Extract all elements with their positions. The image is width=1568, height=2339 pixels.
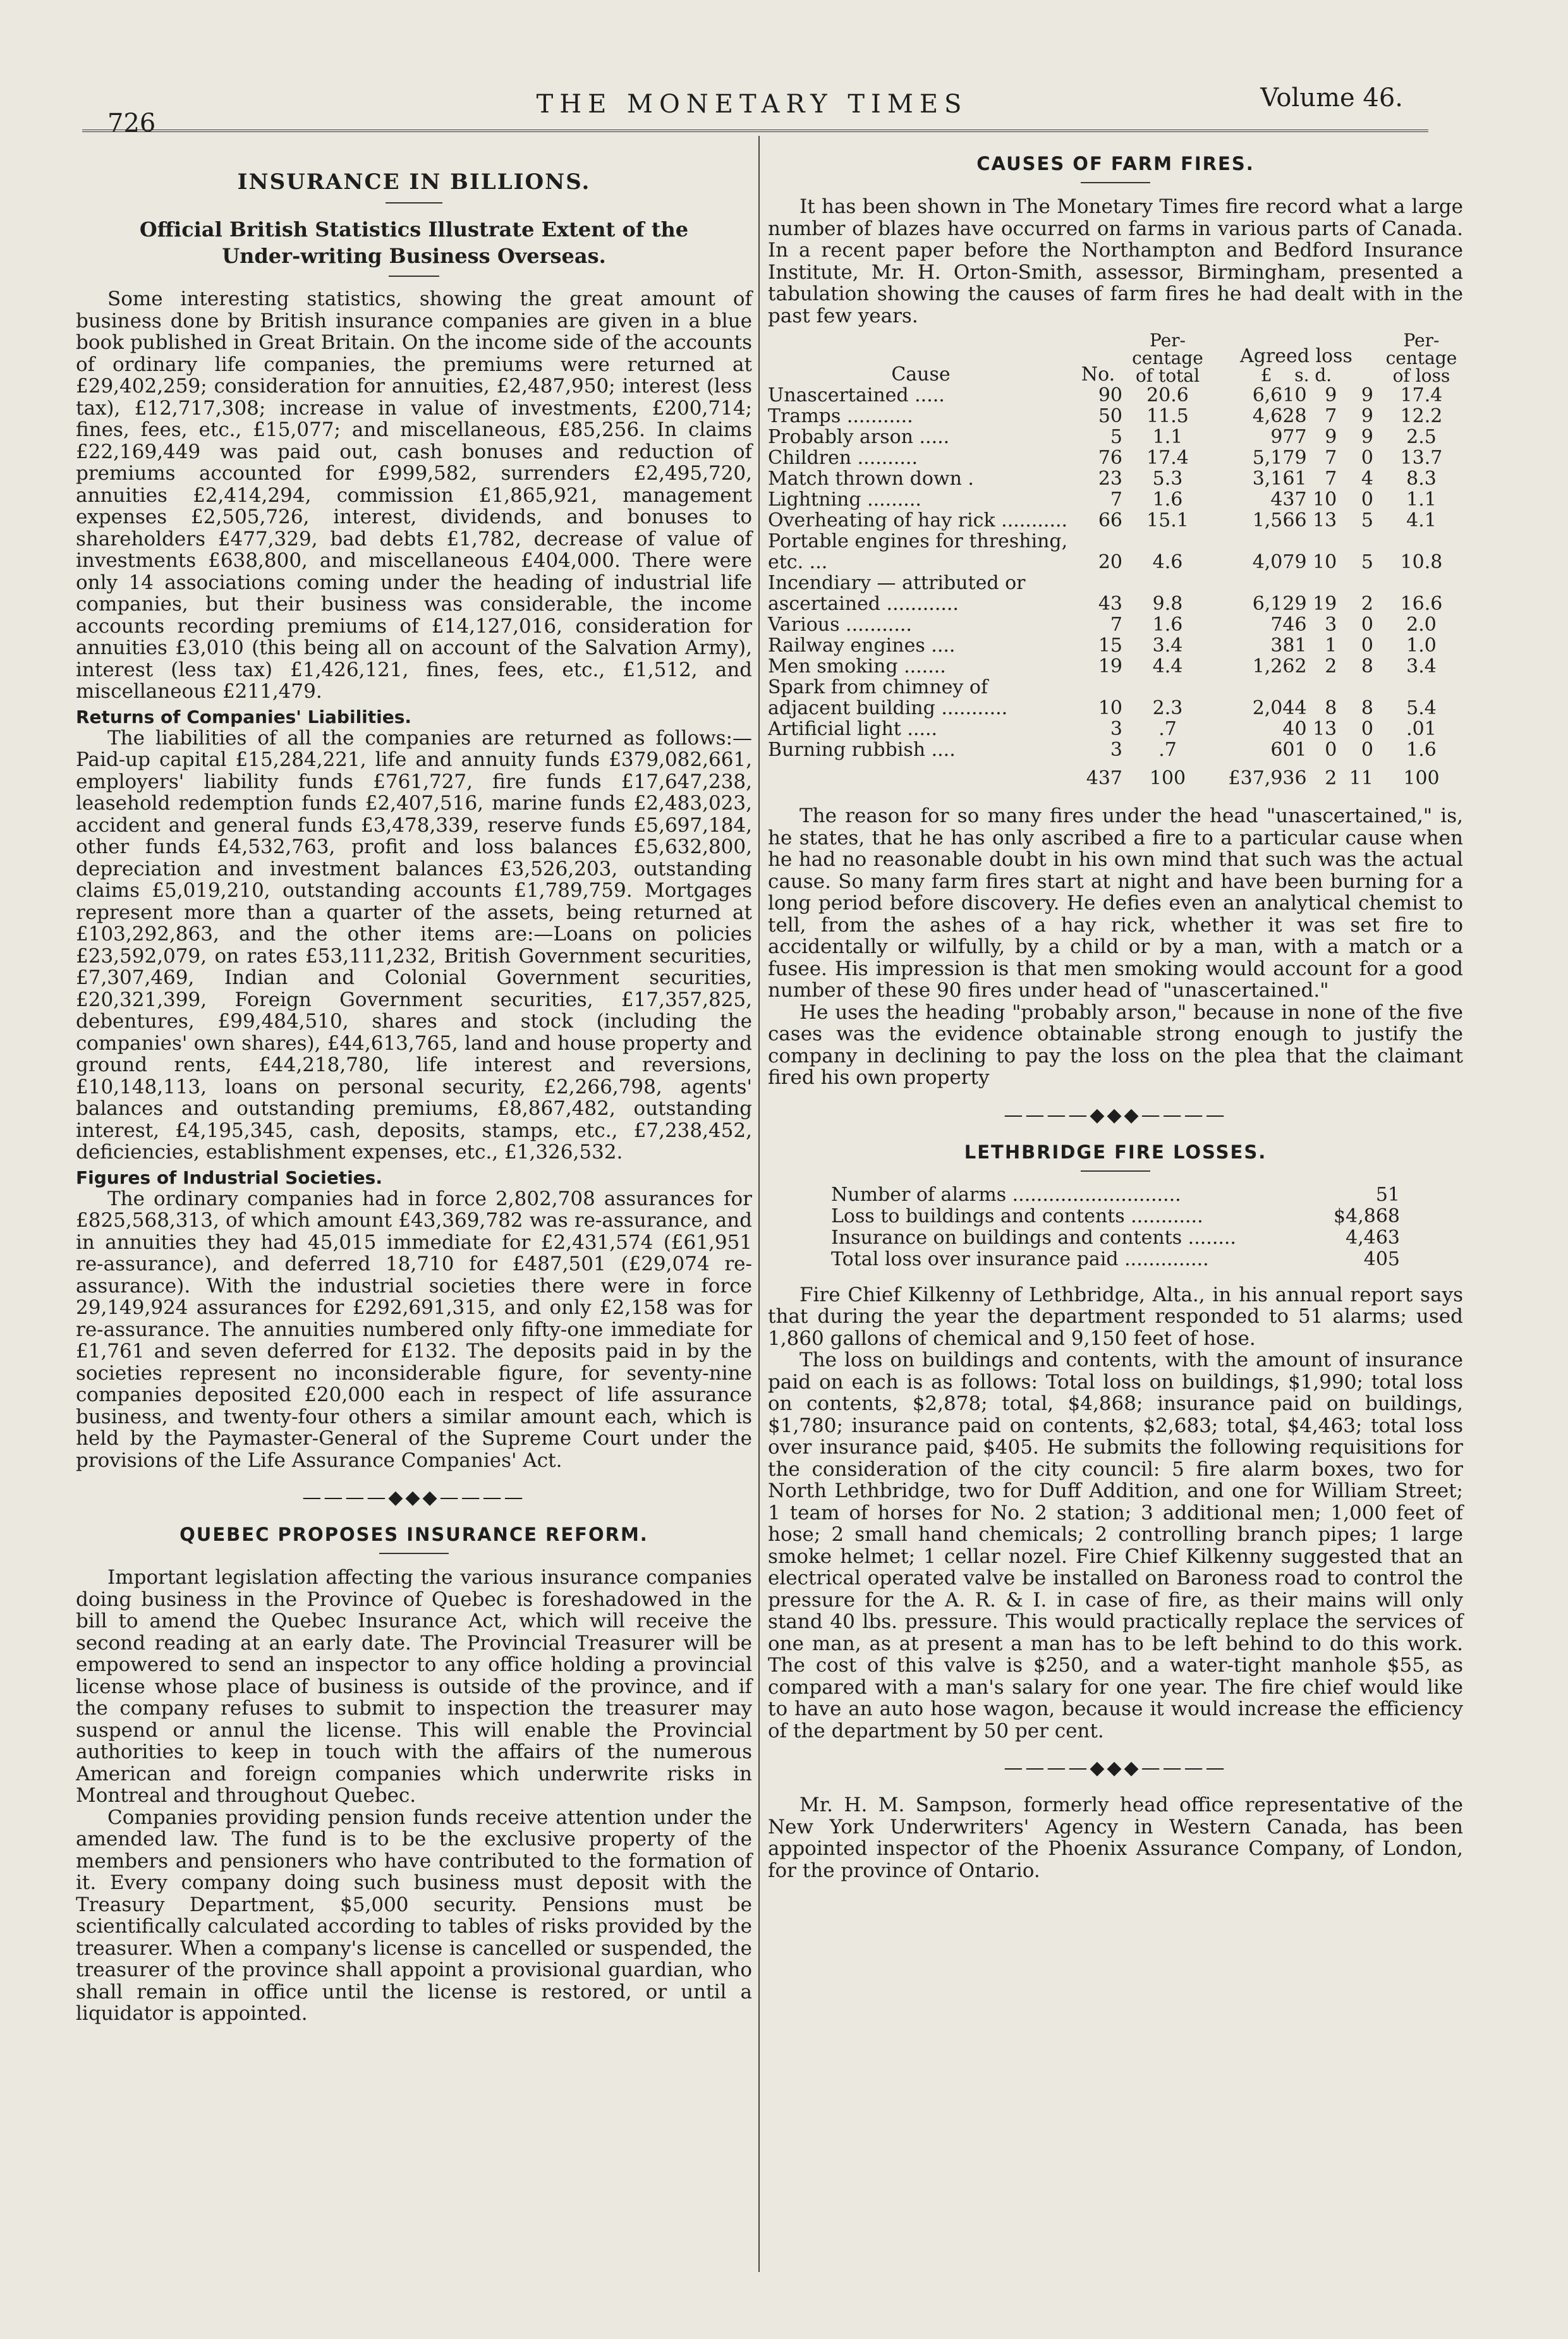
paragraph: Some interesting statistics, showing the great amount of business done by British insurance companies are given in a blue book published in Great Britain. On the income side of the accounts of ordinary life companies, the premiums were returned at £29,402,259; consideration for annuities, £2,487,950; interest (less tax), £12,717,308; increase in value of investments, £200,714; fines, fees, etc., £15,077; and miscellaneous, £85,256. In claims £22,169,449 was paid out, cash bonuses and reduction of premiums accounted for £999,582, surrenders £2,495,720, annuities £2,414,294, commission £1,865,921, management expenses £2,505,726, interest, dividends, and bonuses to shareholders £477,329, bad debts £1,782, decrease of value of investments £638,800, and miscellaneous £404,000. There were only 14 associations coming under the heading of industrial life companies, but their business was considerable, the income accounts recording premiums of £14,127,016, consideration for annuities £3,010 (this being all on account of the Salvation Army), interest (less tax) £1,426,121, fines, fees, etc., £1,512, and miscellaneous £211,479. <box>76 288 752 703</box>
total-pl: 100 <box>1403 767 1440 789</box>
cell-s: 3 <box>1325 614 1337 636</box>
cell-pl: 10.8 <box>1400 551 1443 573</box>
col-header-pct-total: Per-centage of total <box>1132 330 1203 386</box>
table-row <box>768 573 1463 614</box>
cell-pl: 2.0 <box>1406 614 1437 636</box>
cell-no: 10 <box>1098 697 1122 719</box>
article-title: CAUSES OF FARM FIRES. <box>976 153 1255 174</box>
cell-d: 0 <box>1361 718 1373 740</box>
section-heading: Figures of Industrial Societies. <box>76 1167 382 1188</box>
right-column <box>768 152 1463 1881</box>
list-item <box>831 1249 1400 1270</box>
cell-d: 9 <box>1361 384 1373 406</box>
cell-pct: 3.4 <box>1152 635 1183 657</box>
cell-cause: Portable engines for threshing, etc. ... <box>768 530 1068 573</box>
paragraph: Mr. H. M. Sampson, formerly head office representative of the New York Underwriters' Agency in Western Canada, has been appointed inspector of the Phoenix Assurance Company, of London, for the province of Ontario. <box>768 1794 1463 1882</box>
article-title: LETHBRIDGE FIRE LOSSES. <box>964 1141 1267 1163</box>
cell-d: 0 <box>1361 635 1373 657</box>
ornament-divider: ————◆◆◆———— <box>1004 1757 1227 1779</box>
paragraph: The ordinary companies had in force 2,802,708 assurances for £825,568,313, of which amount £43,369,782 was re-assurance, and in annuities they had 45,015 immediate for £2,431,574 (£61,951 re-assurance), and deferred 18,710 for £487,501 (£29,074 re-assurance). With the industrial societies there were in force 29,149,924 assurances for £292,691,315, and only £2,158 was for re-assurance. The annuities numbered only fifty-one immediate for £1,761 and seven deferred for £132. The deposits paid in by the societies represent no inconsiderable figure, for seventy-nine companies deposited £20,000 each in respect of life assurance business, and twenty-four others a similar amount each, which is held by the Paymaster-General of the Supreme Court under the provisions of the Life Assurance Companies' Act. <box>76 1187 752 1472</box>
cell-pounds: 4,628 <box>1252 405 1307 427</box>
list-item <box>831 1184 1400 1206</box>
cell-s: 7 <box>1325 447 1337 469</box>
cell-s: 1 <box>1325 635 1337 657</box>
cell-pct: 17.4 <box>1146 447 1189 469</box>
cell-pct: 5.3 <box>1152 468 1183 490</box>
list-item <box>831 1227 1400 1249</box>
cell-cause: Probably arson ..... <box>768 426 950 448</box>
cell-no: 19 <box>1098 655 1122 677</box>
cell-cause: Children .......... <box>768 447 918 469</box>
cell-s: 7 <box>1325 405 1337 427</box>
cell-pounds: 601 <box>1270 739 1307 761</box>
cell-pct: .7 <box>1158 718 1177 740</box>
col-header-pct-loss: Per-centage of loss <box>1385 330 1457 386</box>
cell-pct: 1.6 <box>1152 614 1183 636</box>
cell-pounds: 6,129 <box>1252 593 1307 615</box>
cell-s: 0 <box>1325 739 1337 761</box>
cell-pct: 9.8 <box>1152 593 1183 615</box>
loss-units-label: £ s. d. <box>1260 365 1332 386</box>
loss-header-label: Agreed loss <box>1240 345 1352 367</box>
cell-cause: Overheating of hay rick ........... <box>768 509 1068 532</box>
cell-pl: 5.4 <box>1406 697 1437 719</box>
col-header-cause: Cause <box>891 363 951 386</box>
title-rule <box>386 202 442 204</box>
table-row <box>768 677 1463 719</box>
cell-pct: 11.5 <box>1146 405 1189 427</box>
cell-pl: 1.0 <box>1406 635 1437 657</box>
section-heading: Returns of Companies' Liabilities. <box>76 706 412 727</box>
table-row <box>768 635 1463 656</box>
cell-pl: 13.7 <box>1400 447 1443 469</box>
cell-no: 3 <box>1110 739 1122 761</box>
table-row <box>768 406 1463 427</box>
summary-label: Insurance on buildings and contents ........ <box>831 1226 1236 1249</box>
table-row <box>768 739 1463 760</box>
column-divider <box>758 136 760 2272</box>
table-row <box>768 489 1463 510</box>
cell-pct: 4.6 <box>1152 551 1183 573</box>
cell-pl: 4.1 <box>1406 509 1437 532</box>
cell-d: 9 <box>1361 426 1373 448</box>
cell-d: 2 <box>1361 593 1373 615</box>
paragraph: The liabilities of all the companies are returned as follows:—Paid-up capital £15,284,221, life and annuity funds £379,082,661, employers' liability funds £761,727, fire funds £17,647,238, leasehold redemption funds £2,407,516, marine funds £2,483,023, accident and general funds £3,478,339, reserve funds £5,697,184, other funds £4,532,763, profit and loss balances £5,632,800, depreciation and investment balances £3,526,203, outstanding claims £5,019,210, outstanding accounts £1,789,759. Mortgages represent more than a quarter of the assets, being returned at £103,292,863, and the other items are:—Loans on policies £23,592,079, on rates £53,111,232, British Government securities, £7,307,469, Indian and Colonial Government securities, £20,321,399, Foreign Government securities, £17,357,825, debentures, £99,484,510, shares and stock (including the companies' own shares), £44,613,765, land and house property and ground rents, £44,218,780, life interest and reversions, £10,148,113, loans on personal security, £2,266,798, agents' balances and outstanding premiums, £8,867,482, outstanding interest, £4,195,345, cash, deposits, stamps, etc., £7,238,452, deficiencies, establishment expenses, etc., £1,326,532. <box>76 726 752 1163</box>
cell-pct: 20.6 <box>1146 384 1189 406</box>
cell-s: 8 <box>1325 697 1337 719</box>
cell-d: 0 <box>1361 447 1373 469</box>
cell-pounds: 746 <box>1270 614 1307 636</box>
cell-s: 2 <box>1325 655 1337 677</box>
article-title: INSURANCE IN BILLIONS. <box>237 169 591 195</box>
volume-label: Volume 46. <box>1260 83 1403 112</box>
total-no: 437 <box>1086 767 1122 789</box>
cell-s: 19 <box>1313 593 1337 615</box>
article-sampson-appointment <box>768 1794 1463 1881</box>
cell-pct: 1.1 <box>1152 426 1183 448</box>
cell-pounds: 1,262 <box>1252 655 1307 677</box>
farm-fires-table <box>768 332 1463 789</box>
table-row <box>768 447 1463 468</box>
paragraph: Companies providing pension funds receive attention under the amended law. The fund is to be the exclusive property of the members and pensioners who have contributed to the formation of it. Every company doing such business must deposit with the Treasury Department, $5,000 security. Pensions must be scientifically calculated according to tables of risks provided by the treasurer. When a company's license is cancelled or suspended, the treasurer of the province shall appoint a provisional guardian, who shall remain in office until the license is restored, or until a liquidator is appointed. <box>76 1806 752 2025</box>
cell-pl: 17.4 <box>1400 384 1443 406</box>
cell-pounds: 40 <box>1282 718 1307 740</box>
summary-label: Loss to buildings and contents ............ <box>831 1205 1203 1227</box>
cell-pl: 8.3 <box>1406 468 1437 490</box>
cell-no: 3 <box>1110 718 1122 740</box>
cell-pl: 1.1 <box>1406 489 1437 511</box>
total-s: 2 <box>1325 767 1337 789</box>
ornament-divider: ————◆◆◆———— <box>302 1486 526 1509</box>
cell-pct: 1.6 <box>1152 489 1183 511</box>
subtitle-rule <box>389 276 439 277</box>
page-number: 726 <box>107 109 156 138</box>
table-row <box>768 614 1463 635</box>
cell-s: 7 <box>1325 468 1337 490</box>
total-label-empty <box>768 760 1074 789</box>
paragraph: It has been shown in The Monetary Times fire record what a large number of blazes have occurred on farms in various parts of Canada. In a recent paper before the Northampton and Bedford Insurance Institute, Mr. H. Orton-Smith, assessor, Birmingham, presented a tabulation showing the causes of farm fires he had dealt with in the past few years. <box>768 195 1463 327</box>
cell-pounds: 6,610 <box>1252 384 1307 406</box>
table-row <box>768 385 1463 406</box>
cell-pl: 2.5 <box>1406 426 1437 448</box>
table-row <box>768 531 1463 573</box>
table-row <box>768 468 1463 489</box>
cell-pl: 3.4 <box>1406 655 1437 677</box>
cell-pounds: 4,079 <box>1252 551 1307 573</box>
title-rule <box>379 1553 449 1554</box>
cell-pounds: 1,566 <box>1252 509 1307 532</box>
cell-pl: .01 <box>1406 718 1437 740</box>
cell-cause: Various ........... <box>768 614 912 636</box>
cell-d: 0 <box>1361 739 1373 761</box>
table-row <box>768 656 1463 677</box>
cell-no: 23 <box>1098 468 1122 490</box>
cell-pct: 2.3 <box>1152 697 1183 719</box>
paragraph: The reason for so many fires under the head "unascertained," is, he states, that he has only ascribed a fire to a particular cause when he had no reasonable doubt in his own mind that such was the actual cause. So many farm fires start at night and have been burning for a long period before discovery. He defies even an analytical chemist to tell, from the ashes of a hay rick, whether it was set fire to accidentally or wilfully, by a child or by a man, with a match or a fusee. His impression is that men smoking would account for a good number of these 90 fires under head of "unascertained." <box>768 805 1463 1002</box>
ornament-divider: ————◆◆◆———— <box>1004 1103 1227 1126</box>
cell-pounds: 2,044 <box>1252 697 1307 719</box>
cell-pounds: 3,161 <box>1252 468 1307 490</box>
title-rule <box>1081 1170 1150 1172</box>
table-row <box>768 510 1463 531</box>
page-header <box>101 83 1403 138</box>
summary-value: $4,868 <box>1334 1205 1400 1227</box>
cell-pounds: 381 <box>1270 635 1307 657</box>
title-rule <box>1081 182 1150 183</box>
cell-d: 8 <box>1361 697 1373 719</box>
cell-cause: Incendiary — attributed or ascertained ............ <box>768 572 1026 615</box>
cell-d: 5 <box>1361 551 1373 573</box>
cell-no: 50 <box>1098 405 1122 427</box>
paragraph: He uses the heading "probably arson," because in none of the five cases was the evidence obtainable strong enough to justify the company in declining to pay the loss on the plea that the claimant fired his own property <box>768 1000 1463 1089</box>
cell-no: 7 <box>1110 489 1122 511</box>
table-total-row <box>768 760 1463 789</box>
paragraph: Important legislation affecting the various insurance companies doing business in the Province of Quebec is foreshadowed in the bill to amend the Quebec Insurance Act, which will receive the second reading at an early date. The Provincial Treasurer will be empowered to send an inspector to any office holding a provincial license whose place of business is outside of the province, and if the company refuses to submit to inspection the treasurer may suspend or annul the license. This will enable the Provincial authorities to keep in touch with the affairs of the numerous American and foreign companies which underwrite risks in Montreal and throughout Quebec. <box>76 1566 752 1807</box>
cell-pounds: 5,179 <box>1252 447 1307 469</box>
article-quebec-reform <box>76 1524 752 2025</box>
cell-d: 4 <box>1361 468 1373 490</box>
table-header-row <box>768 332 1463 385</box>
header-rule <box>82 130 1428 132</box>
cell-s: 10 <box>1313 551 1337 573</box>
summary-label: Number of alarms ............................ <box>831 1183 1181 1206</box>
left-column <box>76 152 752 2025</box>
cell-cause: Men smoking ....... <box>768 655 946 677</box>
lethbridge-summary-table <box>831 1184 1400 1270</box>
col-header-no: No. <box>1081 363 1115 386</box>
summary-label: Total loss over insurance paid .............. <box>831 1248 1209 1270</box>
article-lethbridge-fire-losses <box>768 1141 1463 1742</box>
masthead: THE MONETARY TIMES <box>536 90 968 119</box>
table-row <box>768 719 1463 739</box>
cell-no: 43 <box>1098 593 1122 615</box>
cell-cause: Railway engines .... <box>768 635 956 657</box>
summary-value: 4,463 <box>1346 1226 1400 1249</box>
cell-s: 13 <box>1313 718 1337 740</box>
table-row <box>768 427 1463 447</box>
list-item <box>831 1206 1400 1227</box>
cell-s: 9 <box>1325 426 1337 448</box>
summary-value: 405 <box>1363 1248 1400 1270</box>
cell-s: 13 <box>1313 509 1337 532</box>
cell-pl: 1.6 <box>1406 739 1437 761</box>
cell-no: 5 <box>1110 426 1122 448</box>
cell-cause: Tramps ........... <box>768 405 913 427</box>
total-d: 11 <box>1349 767 1373 789</box>
cell-pl: 12.2 <box>1400 405 1443 427</box>
cell-no: 15 <box>1098 635 1122 657</box>
cell-s: 9 <box>1325 384 1337 406</box>
cell-no: 66 <box>1098 509 1122 532</box>
cell-d: 8 <box>1361 655 1373 677</box>
cell-no: 7 <box>1110 614 1122 636</box>
col-header-loss <box>1213 332 1380 385</box>
cell-pct: 15.1 <box>1146 509 1189 532</box>
cell-d: 5 <box>1361 509 1373 532</box>
article-title: QUEBEC PROPOSES INSURANCE REFORM. <box>179 1524 648 1545</box>
cell-s: 10 <box>1313 489 1337 511</box>
paragraph: The loss on buildings and contents, with the amount of insurance paid on each is as follows: Total loss on buildings, $1,990; total loss on contents, $2,878; total, $4,868; insurance paid on buildings, $1,780; insurance paid on contents, $2,683; total, $4,463; total loss over insurance paid, $405. He submits the following requisitions for the consideration of the city council: 5 fire alarm boxes, two for North Lethbridge, two for Duff Addition, and one for William Street; 1 team of horses for No. 2 station; 3 additional men; 1,000 feet of hose; 2 small hand chemicals; 2 controlling branch pipes; 1 large smoke helmet; 1 cellar nozel. Fire Chief Kilkenny suggested that an electrical operated valve be installed on Baroness road to control the pressure for the A. R. & I. in case of fire, as their mains will only stand 40 lbs. pressure. This would practically replace the services of one man, as at present a man has to be left behind to do this work. The cost of this valve is $250, and a water-tight manhole $55, as compared with a man's salary for one year. The fire chief would like to have an auto hose wagon, because it would increase the efficiency of the department by 50 per cent. <box>768 1349 1463 1742</box>
article-subtitle: Official British Statistics Illustrate Extent of the Under-writing Business Overseas. <box>139 217 689 268</box>
cell-pct: .7 <box>1158 739 1177 761</box>
cell-pounds: 977 <box>1270 426 1307 448</box>
cell-d: 0 <box>1361 614 1373 636</box>
cell-no: 90 <box>1098 384 1122 406</box>
cell-no: 76 <box>1098 447 1122 469</box>
cell-no: 20 <box>1098 551 1122 573</box>
cell-pct: 4.4 <box>1152 655 1183 677</box>
total-pounds: £37,936 <box>1228 767 1307 789</box>
cell-cause: Burning rubbish .... <box>768 739 956 761</box>
cell-cause: Spark from chimney of adjacent building ........... <box>768 676 1008 719</box>
cell-cause: Artificial light ..... <box>768 718 938 740</box>
cell-cause: Match thrown down . <box>768 468 974 490</box>
cell-cause: Unascertained ..... <box>768 384 945 406</box>
article-insurance-in-billions <box>76 169 752 1471</box>
cell-pl: 16.6 <box>1400 593 1443 615</box>
cell-pounds: 437 <box>1270 489 1307 511</box>
cell-d: 9 <box>1361 405 1373 427</box>
paragraph: Fire Chief Kilkenny of Lethbridge, Alta., in his annual report says that during the year the department responded to 51 alarms; used 1,860 gallons of chemical and 9,150 feet of hose. <box>768 1283 1463 1350</box>
cell-cause: Lightning ......... <box>768 489 921 511</box>
summary-value: 51 <box>1375 1183 1400 1206</box>
total-pct: 100 <box>1149 767 1186 789</box>
article-farm-fires <box>768 153 1463 1089</box>
cell-d: 0 <box>1361 489 1373 511</box>
